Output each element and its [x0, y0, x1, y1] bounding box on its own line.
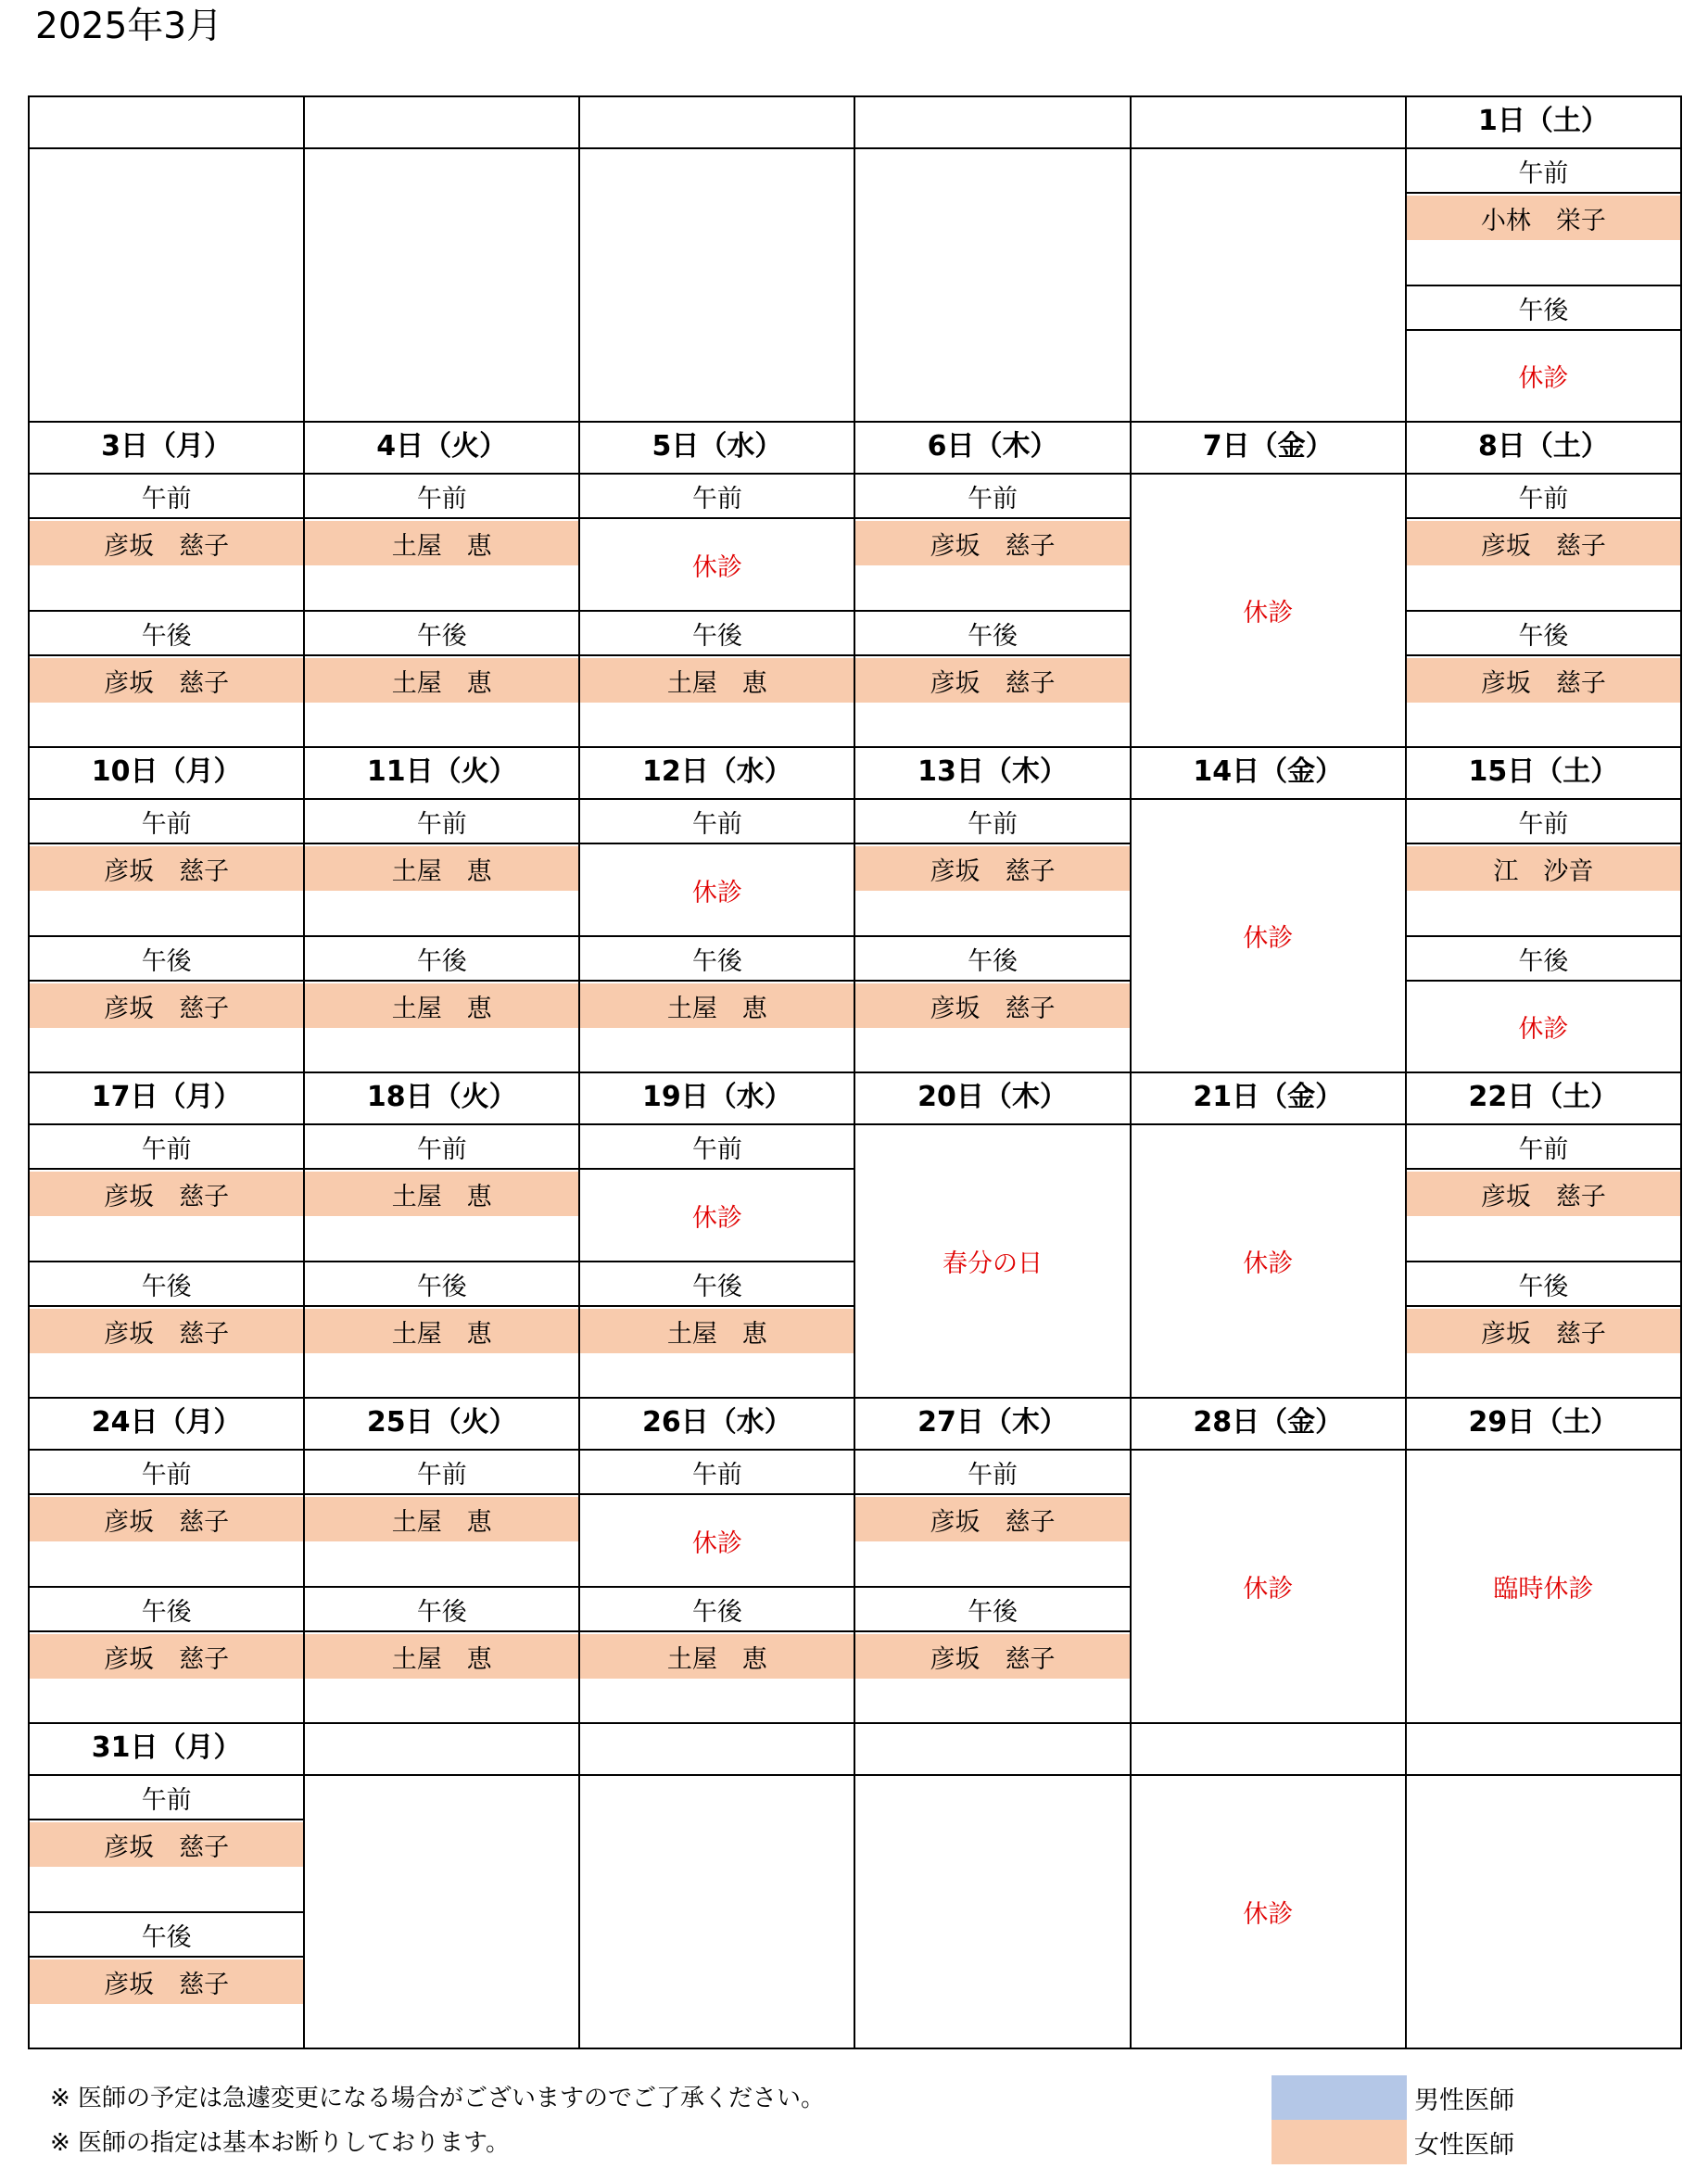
slot-pm	[305, 1586, 578, 1721]
slot-am	[305, 800, 578, 935]
doctor-name: 小林 栄子	[1407, 196, 1680, 240]
date-header: 8日（土）	[1406, 422, 1681, 474]
legend-item-male	[1272, 2075, 1514, 2120]
slot-am	[1407, 149, 1680, 285]
slot-label-am: 午前	[305, 800, 578, 844]
day-cell	[304, 148, 579, 422]
slot-label-pm: 午後	[1407, 1262, 1680, 1307]
date-header: 17日（月）	[29, 1072, 304, 1124]
day-cell	[304, 474, 579, 747]
slot-label-pm: 午後	[305, 1588, 578, 1632]
doctor-name: 彦坂 慈子	[855, 846, 1129, 891]
date-header: 31日（月）	[29, 1723, 304, 1775]
doctor-name: 土屋 恵	[305, 1634, 578, 1679]
week-body-row	[29, 799, 1681, 1072]
day-schedule	[30, 1776, 303, 2048]
day-cell	[1406, 148, 1681, 422]
week-header-row	[29, 747, 1681, 799]
slot-label-pm: 午後	[305, 612, 578, 656]
doctor-name: 彦坂 慈子	[30, 1634, 303, 1679]
week-body-row	[29, 1124, 1681, 1398]
date-header: 12日（水）	[579, 747, 854, 799]
week-header-row	[29, 1072, 1681, 1124]
day-cell	[1131, 474, 1406, 747]
slot-label-am: 午前	[855, 800, 1129, 844]
doctor-name: 土屋 恵	[305, 658, 578, 703]
slot-label-am: 午前	[1407, 475, 1680, 519]
slot-label-pm: 午後	[855, 1588, 1129, 1632]
slot-am	[30, 1776, 303, 1911]
slot-label-pm: 午後	[580, 1262, 854, 1307]
doctor-name: 彦坂 慈子	[30, 1959, 303, 2004]
day-schedule	[305, 475, 578, 746]
slot-label-pm: 午後	[30, 937, 303, 982]
date-header	[1406, 1723, 1681, 1775]
day-cell	[1406, 1450, 1681, 1723]
date-header: 19日（水）	[579, 1072, 854, 1124]
slot-label-pm: 午後	[855, 937, 1129, 982]
slot-pm	[1407, 610, 1680, 745]
slot-label-am: 午前	[305, 475, 578, 519]
legend-swatch-male	[1272, 2075, 1407, 2120]
date-header: 3日（月）	[29, 422, 304, 474]
date-header: 15日（土）	[1406, 747, 1681, 799]
doctor-name: 土屋 恵	[305, 1497, 578, 1541]
day-cell	[1131, 1124, 1406, 1398]
slot-label-pm: 午後	[305, 937, 578, 982]
doctor-name: 土屋 恵	[580, 983, 854, 1028]
slot-am	[1407, 1125, 1680, 1261]
page-title: 2025年3月	[35, 6, 223, 47]
schedule-calendar	[28, 95, 1682, 2049]
doctor-name: 彦坂 慈子	[1407, 1172, 1680, 1216]
day-cell	[1131, 799, 1406, 1072]
closed-label: 休診	[691, 1203, 742, 1233]
day-schedule	[580, 475, 854, 746]
doctor-name: 土屋 恵	[305, 983, 578, 1028]
date-header: 1日（土）	[1406, 96, 1681, 148]
slot-am	[30, 475, 303, 610]
doctor-name: 彦坂 慈子	[30, 1822, 303, 1867]
date-header	[854, 1723, 1130, 1775]
day-cell	[854, 474, 1130, 747]
closed-label: 休診	[1243, 924, 1294, 953]
slot-pm	[30, 1586, 303, 1721]
day-schedule	[1407, 475, 1680, 746]
doctor-name: 彦坂 慈子	[1407, 658, 1680, 703]
slot-label-pm: 午後	[30, 1262, 303, 1307]
week-body-row	[29, 148, 1681, 422]
slot-label-pm: 午後	[1407, 286, 1680, 331]
date-header: 25日（火）	[304, 1398, 579, 1450]
slot-am	[305, 475, 578, 610]
doctor-name: 彦坂 慈子	[30, 1172, 303, 1216]
slot-label-am: 午前	[580, 1125, 854, 1170]
week-header-row	[29, 96, 1681, 148]
doctor-name: 江 沙音	[1407, 846, 1680, 891]
day-cell	[29, 799, 304, 1072]
slot-am	[1407, 800, 1680, 935]
slot-am	[855, 1451, 1129, 1586]
slot-pm	[580, 1261, 854, 1396]
date-header: 20日（木）	[854, 1072, 1130, 1124]
day-schedule	[855, 475, 1129, 746]
date-header	[854, 96, 1130, 148]
doctor-name: 土屋 恵	[305, 521, 578, 565]
day-schedule	[1407, 1125, 1680, 1397]
legend-swatch-female	[1272, 2120, 1407, 2164]
slot-label-am: 午前	[580, 1451, 854, 1495]
day-schedule	[30, 800, 303, 1071]
doctor-name: 彦坂 慈子	[30, 846, 303, 891]
closed-label: 臨時休診	[1493, 1575, 1594, 1604]
day-schedule	[305, 1125, 578, 1397]
slot-am	[855, 475, 1129, 610]
doctor-name: 彦坂 慈子	[855, 1497, 1129, 1541]
slot-pm	[30, 1911, 303, 2047]
doctor-name: 彦坂 慈子	[30, 1497, 303, 1541]
legend	[1272, 2075, 1514, 2164]
day-cell	[304, 1775, 579, 2048]
date-header: 4日（火）	[304, 422, 579, 474]
doctor-name: 土屋 恵	[305, 1309, 578, 1353]
week-header-row	[29, 1398, 1681, 1450]
day-cell	[854, 1450, 1130, 1723]
day-cell	[1406, 1775, 1681, 2048]
slot-am	[580, 475, 854, 610]
doctor-name: 彦坂 慈子	[1407, 521, 1680, 565]
slot-label-am: 午前	[305, 1125, 578, 1170]
slot-label-pm: 午後	[580, 1588, 854, 1632]
day-schedule	[30, 1125, 303, 1397]
slot-label-pm: 午後	[30, 1588, 303, 1632]
date-header: 10日（月）	[29, 747, 304, 799]
closed-label: 休診	[1243, 1249, 1294, 1278]
slot-pm	[305, 1261, 578, 1396]
day-schedule	[580, 1451, 854, 1722]
date-header	[304, 96, 579, 148]
day-cell	[29, 1450, 304, 1723]
slot-label-pm: 午後	[580, 937, 854, 982]
date-header: 18日（火）	[304, 1072, 579, 1124]
slot-am	[855, 800, 1129, 935]
closed-label: 休診	[691, 1528, 742, 1558]
doctor-name: 彦坂 慈子	[855, 521, 1129, 565]
slot-label-am: 午前	[30, 800, 303, 844]
day-cell	[854, 148, 1130, 422]
day-schedule	[305, 800, 578, 1071]
slot-pm	[855, 610, 1129, 745]
doctor-name: 彦坂 慈子	[855, 658, 1129, 703]
week-body-row	[29, 1775, 1681, 2048]
day-schedule	[305, 1451, 578, 1722]
day-cell	[854, 799, 1130, 1072]
closed-label: 休診	[1518, 363, 1569, 393]
day-cell	[579, 1775, 854, 2048]
doctor-name: 彦坂 慈子	[855, 983, 1129, 1028]
doctor-name: 土屋 恵	[580, 658, 854, 703]
day-schedule	[30, 1451, 303, 1722]
date-header	[579, 1723, 854, 1775]
date-header: 29日（土）	[1406, 1398, 1681, 1450]
day-cell	[1406, 474, 1681, 747]
date-header: 13日（木）	[854, 747, 1130, 799]
day-cell	[29, 148, 304, 422]
legend-label: 女性医師	[1414, 2130, 1514, 2160]
day-cell	[1131, 148, 1406, 422]
slot-label-am: 午前	[580, 475, 854, 519]
slot-am	[305, 1125, 578, 1261]
legend-item-female	[1272, 2120, 1514, 2164]
date-header	[1131, 96, 1406, 148]
slot-pm	[580, 610, 854, 745]
day-schedule	[855, 800, 1129, 1071]
date-header: 6日（木）	[854, 422, 1130, 474]
day-cell	[1131, 1450, 1406, 1723]
doctor-name: 彦坂 慈子	[30, 658, 303, 703]
slot-label-am: 午前	[855, 1451, 1129, 1495]
date-header	[304, 1723, 579, 1775]
slot-am	[580, 1125, 854, 1261]
slot-pm	[1407, 935, 1680, 1071]
date-header: 11日（火）	[304, 747, 579, 799]
slot-pm	[855, 935, 1129, 1071]
day-cell	[29, 1124, 304, 1398]
slot-label-am: 午前	[1407, 149, 1680, 194]
doctor-name: 彦坂 慈子	[1407, 1309, 1680, 1353]
day-schedule	[855, 1451, 1129, 1722]
slot-label-am: 午前	[305, 1451, 578, 1495]
doctor-name: 彦坂 慈子	[30, 1309, 303, 1353]
date-header: 28日（金）	[1131, 1398, 1406, 1450]
doctor-name: 彦坂 慈子	[855, 1634, 1129, 1679]
date-header	[29, 96, 304, 148]
slot-label-am: 午前	[30, 1776, 303, 1820]
week-header-row	[29, 1723, 1681, 1775]
slot-label-pm: 午後	[1407, 937, 1680, 982]
day-cell	[579, 1124, 854, 1398]
slot-pm	[30, 610, 303, 745]
date-header: 5日（水）	[579, 422, 854, 474]
closed-label: 休診	[691, 552, 742, 582]
week-header-row	[29, 422, 1681, 474]
day-cell	[304, 1450, 579, 1723]
day-cell	[29, 474, 304, 747]
day-cell	[304, 1124, 579, 1398]
date-header	[579, 96, 854, 148]
note-line: ※ 医師の指定は基本お断りしております。	[50, 2129, 510, 2157]
day-cell	[854, 1775, 1130, 2048]
day-cell	[304, 799, 579, 1072]
day-cell	[854, 1124, 1130, 1398]
doctor-name: 土屋 恵	[580, 1309, 854, 1353]
notes	[50, 2076, 825, 2165]
slot-am	[580, 1451, 854, 1586]
slot-am	[580, 800, 854, 935]
week-body-row	[29, 1450, 1681, 1723]
date-header: 14日（金）	[1131, 747, 1406, 799]
note-line: ※ 医師の予定は急遽変更になる場合がございますのでご了承ください。	[50, 2085, 826, 2112]
slot-am	[30, 800, 303, 935]
doctor-name: 土屋 恵	[305, 1172, 578, 1216]
slot-pm	[1407, 285, 1680, 420]
slot-label-pm: 午後	[305, 1262, 578, 1307]
date-header: 7日（金）	[1131, 422, 1406, 474]
slot-pm	[30, 935, 303, 1071]
legend-label: 男性医師	[1414, 2086, 1514, 2115]
day-schedule	[1407, 800, 1680, 1071]
day-cell	[579, 799, 854, 1072]
slot-pm	[855, 1586, 1129, 1721]
slot-am	[305, 1451, 578, 1586]
doctor-name: 彦坂 慈子	[30, 521, 303, 565]
date-header: 24日（月）	[29, 1398, 304, 1450]
slot-am	[1407, 475, 1680, 610]
day-schedule	[580, 800, 854, 1071]
closed-label: 休診	[1243, 1575, 1294, 1604]
slot-pm	[305, 935, 578, 1071]
slot-label-pm: 午後	[30, 612, 303, 656]
slot-label-pm: 午後	[855, 612, 1129, 656]
slot-label-am: 午前	[30, 1451, 303, 1495]
slot-label-pm: 午後	[1407, 612, 1680, 656]
closed-label: 休診	[1243, 1900, 1294, 1929]
slot-label-pm: 午後	[30, 1913, 303, 1958]
date-header: 21日（金）	[1131, 1072, 1406, 1124]
day-cell	[29, 1775, 304, 2048]
date-header: 22日（土）	[1406, 1072, 1681, 1124]
day-schedule	[30, 475, 303, 746]
slot-label-am: 午前	[1407, 800, 1680, 844]
slot-label-am: 午前	[580, 800, 854, 844]
day-cell	[1131, 1775, 1406, 2048]
slot-label-am: 午前	[855, 475, 1129, 519]
day-cell	[579, 474, 854, 747]
slot-label-am: 午前	[30, 1125, 303, 1170]
day-cell	[1406, 799, 1681, 1072]
slot-am	[30, 1451, 303, 1586]
slot-am	[30, 1125, 303, 1261]
date-header: 26日（水）	[579, 1398, 854, 1450]
closed-label: 春分の日	[943, 1249, 1044, 1278]
slot-pm	[1407, 1261, 1680, 1396]
doctor-name: 土屋 恵	[580, 1634, 854, 1679]
slot-pm	[580, 935, 854, 1071]
slot-pm	[580, 1586, 854, 1721]
slot-pm	[30, 1261, 303, 1396]
doctor-name: 彦坂 慈子	[30, 983, 303, 1028]
week-body-row	[29, 474, 1681, 747]
day-cell	[1406, 1124, 1681, 1398]
day-cell	[579, 148, 854, 422]
doctor-name: 土屋 恵	[305, 846, 578, 891]
closed-label: 休診	[1243, 599, 1294, 628]
slot-pm	[305, 610, 578, 745]
day-cell	[579, 1450, 854, 1723]
slot-label-pm: 午後	[580, 612, 854, 656]
slot-label-am: 午前	[30, 475, 303, 519]
closed-label: 休診	[1518, 1014, 1569, 1044]
date-header	[1131, 1723, 1406, 1775]
closed-label: 休診	[691, 878, 742, 907]
day-schedule	[580, 1125, 854, 1397]
day-schedule	[1407, 149, 1680, 421]
date-header: 27日（木）	[854, 1398, 1130, 1450]
slot-label-am: 午前	[1407, 1125, 1680, 1170]
